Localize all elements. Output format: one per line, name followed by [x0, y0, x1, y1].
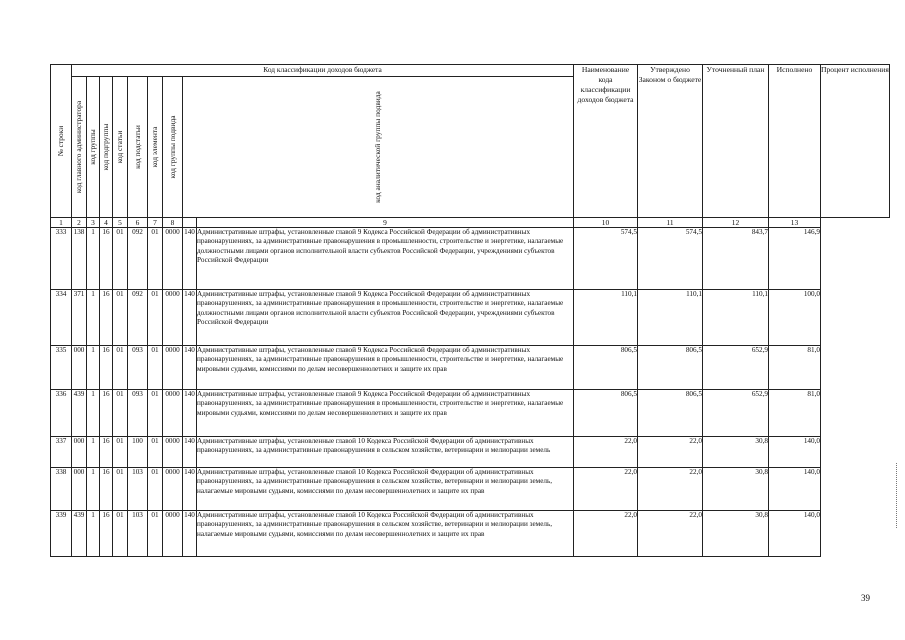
- approved-amount: 22,0: [574, 468, 638, 511]
- header-code-article: код статьи: [113, 77, 128, 218]
- execution-percent: 81,0: [769, 390, 821, 437]
- row-number: 335: [51, 346, 72, 390]
- revenue-name: Административные штрафы, установленные главой 10 Кодекса Российской Федерации об административных правонарушениях, за административные правонарушения в сельском хозяйстве, ветеринарии и мелиорации земель, налагаемые мировыми судьями, комиссиями по делам несовершеннолетних и защите их прав: [197, 511, 574, 557]
- executed-amount: 843,7: [703, 228, 769, 290]
- code-subtype-group: 0000: [163, 228, 183, 290]
- code-subarticle: 103: [128, 468, 148, 511]
- code-subarticle: 093: [128, 346, 148, 390]
- row-number: 336: [51, 390, 72, 437]
- code-subtype-group: 0000: [163, 390, 183, 437]
- code-analytic-group: 140: [183, 511, 197, 557]
- approved-amount: 806,5: [574, 390, 638, 437]
- column-number: 8: [163, 218, 183, 228]
- code-subgroup: 16: [100, 437, 113, 468]
- code-subtype-group: 0000: [163, 346, 183, 390]
- header-name: Наименование кода классификации доходов бюджета: [574, 65, 638, 218]
- revenue-name: Административные штрафы, установленные главой 10 Кодекса Российской Федерации об административных правонарушениях, за административные правонарушения в сельском хозяйстве, ветеринарии и мелиорации земель, налагаемые мировыми судьями, комиссиями по делам несовершеннолетних и защите их прав: [197, 468, 574, 511]
- approved-amount: 806,5: [574, 346, 638, 390]
- revenue-name: Административные штрафы, установленные главой 9 Кодекса Российской Федерации об административных правонарушениях, за административные правонарушения в промышленности, строительстве и энергетике, налагаемые должностными лицами органов исполнительной власти субъектов Российской Федерации, учреждениями субъектов Российской Федерации: [197, 228, 574, 290]
- column-number: 7: [148, 218, 163, 228]
- code-group: 1: [87, 228, 100, 290]
- code-subgroup: 16: [100, 511, 113, 557]
- code-subarticle: 093: [128, 390, 148, 437]
- revenue-name: Административные штрафы, установленные главой 9 Кодекса Российской Федерации об административных правонарушениях, за административные правонарушения в промышленности, строительстве и энергетике, налагаемые должностными лицами органов исполнительной власти субъектов Российской Федерации, учреждениями субъектов Российской Федерации: [197, 290, 574, 346]
- column-number: 4: [100, 218, 113, 228]
- code-subgroup: 16: [100, 228, 113, 290]
- revenue-name: Административные штрафы, установленные главой 9 Кодекса Российской Федерации об административных правонарушениях, за административные правонарушения в промышленности, строительстве и энергетике, налагаемые мировыми судьями, комиссиями по делам несовершеннолетних и защите их прав: [197, 346, 574, 390]
- table-row: [51, 437, 890, 468]
- code-admin: 000: [72, 437, 87, 468]
- executed-amount: 30,8: [703, 511, 769, 557]
- header-code-subgroup: код подгруппы: [100, 77, 113, 218]
- budget-revenue-table: [50, 64, 890, 557]
- code-article: 01: [113, 468, 128, 511]
- scan-edge-marks: [896, 463, 899, 528]
- row-number: 337: [51, 437, 72, 468]
- code-subgroup: 16: [100, 390, 113, 437]
- code-admin: 000: [72, 346, 87, 390]
- table-row: [51, 390, 890, 437]
- execution-percent: 100,0: [769, 290, 821, 346]
- header-classification-group: Код классификации доходов бюджета: [72, 65, 574, 77]
- code-group: 1: [87, 290, 100, 346]
- code-article: 01: [113, 228, 128, 290]
- refined-plan-amount: 574,5: [638, 228, 703, 290]
- execution-percent: 140,0: [769, 468, 821, 511]
- code-admin: 439: [72, 390, 87, 437]
- row-number: 339: [51, 511, 72, 557]
- code-subgroup: 16: [100, 346, 113, 390]
- code-subarticle: 092: [128, 228, 148, 290]
- executed-amount: 30,8: [703, 468, 769, 511]
- header-code-admin: код главного администратора: [72, 77, 87, 218]
- header-refined-plan: Уточненный план: [703, 65, 769, 218]
- code-subtype-group: 0000: [163, 437, 183, 468]
- table-row: [51, 228, 890, 290]
- code-admin: 439: [72, 511, 87, 557]
- header-percent: Процент исполнения: [821, 65, 890, 218]
- code-article: 01: [113, 390, 128, 437]
- refined-plan-amount: 110,1: [638, 290, 703, 346]
- approved-amount: 110,1: [574, 290, 638, 346]
- code-element: 01: [148, 390, 163, 437]
- column-number: 13: [769, 218, 821, 228]
- code-group: 1: [87, 468, 100, 511]
- refined-plan-amount: 806,5: [638, 346, 703, 390]
- page-number: 39: [861, 593, 870, 603]
- code-article: 01: [113, 346, 128, 390]
- approved-amount: 22,0: [574, 511, 638, 557]
- header-executed: Исполнено: [769, 65, 821, 218]
- row-number: 334: [51, 290, 72, 346]
- refined-plan-amount: 22,0: [638, 511, 703, 557]
- code-analytic-group: 140: [183, 290, 197, 346]
- refined-plan-amount: 22,0: [638, 437, 703, 468]
- refined-plan-amount: 806,5: [638, 390, 703, 437]
- code-element: 01: [148, 228, 163, 290]
- header-approved: Утверждено Законом о бюджете: [638, 65, 703, 218]
- code-admin: 138: [72, 228, 87, 290]
- code-element: 01: [148, 468, 163, 511]
- column-number: 2: [72, 218, 87, 228]
- code-admin: 371: [72, 290, 87, 346]
- approved-amount: 22,0: [574, 437, 638, 468]
- table-row: [51, 290, 890, 346]
- code-element: 01: [148, 346, 163, 390]
- column-number: 3: [87, 218, 100, 228]
- code-subtype-group: 0000: [163, 468, 183, 511]
- code-article: 01: [113, 437, 128, 468]
- header-code-analytic-group: код аналитической группы подвида: [183, 77, 574, 218]
- executed-amount: 30,8: [703, 437, 769, 468]
- header-row-number: № строки: [51, 65, 72, 218]
- code-subgroup: 16: [100, 468, 113, 511]
- column-number-row: [51, 218, 890, 228]
- code-element: 01: [148, 437, 163, 468]
- execution-percent: 140,0: [769, 511, 821, 557]
- code-analytic-group: 140: [183, 437, 197, 468]
- code-analytic-group: 140: [183, 390, 197, 437]
- column-number: [183, 218, 197, 228]
- column-number: 1: [51, 218, 72, 228]
- header-code-element: код элемента: [148, 77, 163, 218]
- code-analytic-group: 140: [183, 228, 197, 290]
- code-article: 01: [113, 290, 128, 346]
- code-group: 1: [87, 437, 100, 468]
- table-row: [51, 468, 890, 511]
- executed-amount: 652,9: [703, 390, 769, 437]
- execution-percent: 81,0: [769, 346, 821, 390]
- code-analytic-group: 140: [183, 468, 197, 511]
- column-number: 5: [113, 218, 128, 228]
- code-admin: 000: [72, 468, 87, 511]
- code-article: 01: [113, 511, 128, 557]
- header-code-subarticle: код подстатьи: [128, 77, 148, 218]
- code-subarticle: 100: [128, 437, 148, 468]
- row-number: 333: [51, 228, 72, 290]
- table-row: [51, 511, 890, 557]
- column-number: 6: [128, 218, 148, 228]
- column-number: 10: [574, 218, 638, 228]
- table-row: [51, 346, 890, 390]
- code-subgroup: 16: [100, 290, 113, 346]
- code-subarticle: 103: [128, 511, 148, 557]
- code-subtype-group: 0000: [163, 290, 183, 346]
- column-number: 12: [703, 218, 769, 228]
- revenue-name: Административные штрафы, установленные главой 10 Кодекса Российской Федерации об административных правонарушениях, за административные правонарушения в сельском хозяйстве, ветеринарии и мелиорации земель: [197, 437, 574, 468]
- execution-percent: 146,9: [769, 228, 821, 290]
- executed-amount: 652,9: [703, 346, 769, 390]
- code-group: 1: [87, 346, 100, 390]
- refined-plan-amount: 22,0: [638, 468, 703, 511]
- code-subarticle: 092: [128, 290, 148, 346]
- table-body: [51, 218, 890, 557]
- execution-percent: 140,0: [769, 437, 821, 468]
- row-number: 338: [51, 468, 72, 511]
- executed-amount: 110,1: [703, 290, 769, 346]
- code-group: 1: [87, 511, 100, 557]
- code-analytic-group: 140: [183, 346, 197, 390]
- code-group: 1: [87, 390, 100, 437]
- code-subtype-group: 0000: [163, 511, 183, 557]
- header-code-subtype-group: код группы подвида: [163, 77, 183, 218]
- code-element: 01: [148, 290, 163, 346]
- column-number: 9: [197, 218, 574, 228]
- code-element: 01: [148, 511, 163, 557]
- column-number: 11: [638, 218, 703, 228]
- header-code-group: код группы: [87, 77, 100, 218]
- approved-amount: 574,5: [574, 228, 638, 290]
- revenue-name: Административные штрафы, установленные главой 9 Кодекса Российской Федерации об административных правонарушениях, за административные правонарушения в промышленности, строительстве и энергетике, налагаемые мировыми судьями, комиссиями по делам несовершеннолетних и защите их прав: [197, 390, 574, 437]
